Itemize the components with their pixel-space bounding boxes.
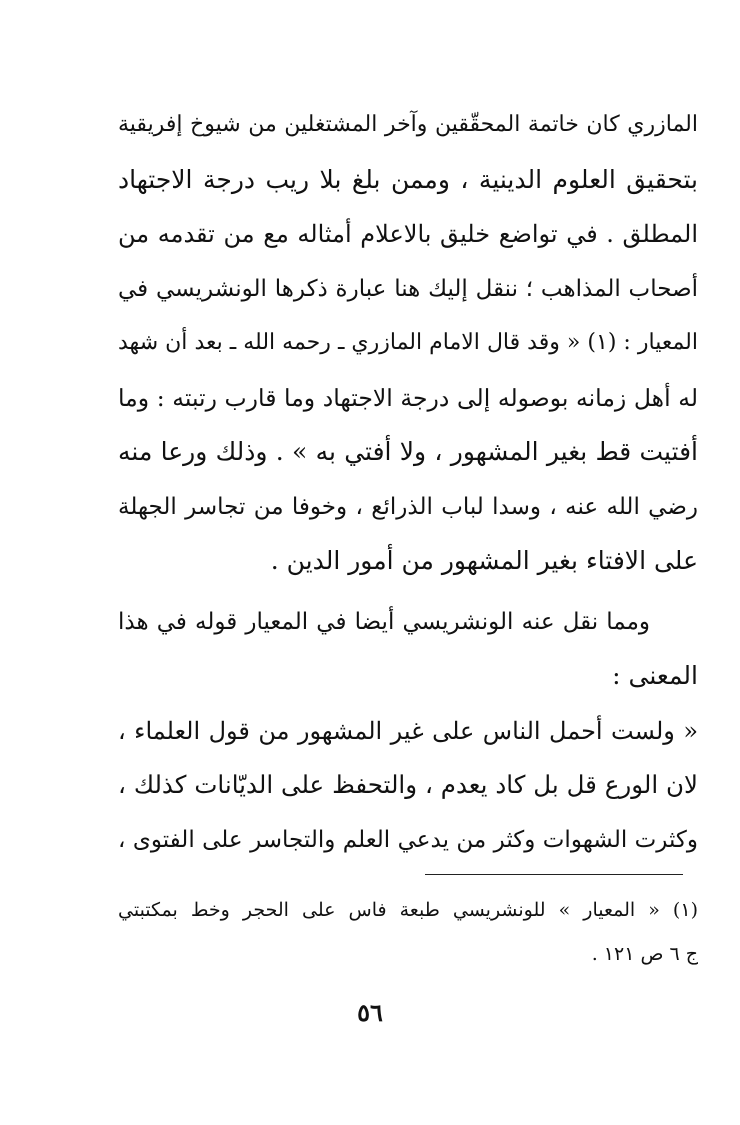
text-line: وكثرت الشهوات وكثر من يدعي العلم والتجاسر على الفتوى ، (118, 826, 698, 853)
text-line: على الافتاء بغير المشهور من أمور الدين . (270, 546, 698, 575)
footnote-line: ج ٦ ص ١٢١ . (591, 943, 698, 965)
text-line: المعنى : (612, 661, 698, 690)
text-line: أفتيت قط بغير المشهور ، ولا أفتي به » . وذلك ورعا منه (118, 437, 698, 466)
text-line: لان الورع قل بل كاد يعدم ، والتحفظ على الديّانات كذلك ، (118, 770, 698, 799)
text-line: المازري كان خاتمة المحقّقين وآخر المشتغلين من شيوخ إفريقية (118, 112, 698, 137)
footnote-divider (425, 874, 683, 875)
text-line: له أهل زمانه بوصوله إلى درجة الاجتهاد وما قارب رتبته : وما (118, 383, 698, 412)
text-line: رضي الله عنه ، وسدا لباب الذرائع ، وخوفا من تجاسر الجهلة (118, 493, 698, 520)
page-number: ٥٦ (357, 998, 383, 1027)
text-line: ومما نقل عنه الونشريسي أيضا في المعيار قوله في هذا (118, 608, 650, 635)
text-line: المعيار : (١) « وقد قال الامام المازري ـ رحمه الله ـ بعد أن شهد (118, 330, 698, 355)
text-line: أصحاب المذاهب ؛ ننقل إليك هنا عبارة ذكرها الونشريسي في (118, 275, 698, 302)
text-line: المطلق . في تواضع خليق بالاعلام أمثاله مع من تقدمه من (118, 220, 698, 248)
footnote-line: (١) « المعيار » للونشريسي طبعة فاس على الحجر وخط بمكتبتي (118, 899, 698, 921)
main-text-block (118, 98, 698, 867)
text-line: بتحقيق العلوم الدينية ، وممن بلغ بلا ريب درجة الاجتهاد (118, 164, 698, 194)
footnote (118, 888, 698, 976)
text-line: « ولست أحمل الناس على غير المشهور من قول العلماء ، (118, 716, 698, 745)
